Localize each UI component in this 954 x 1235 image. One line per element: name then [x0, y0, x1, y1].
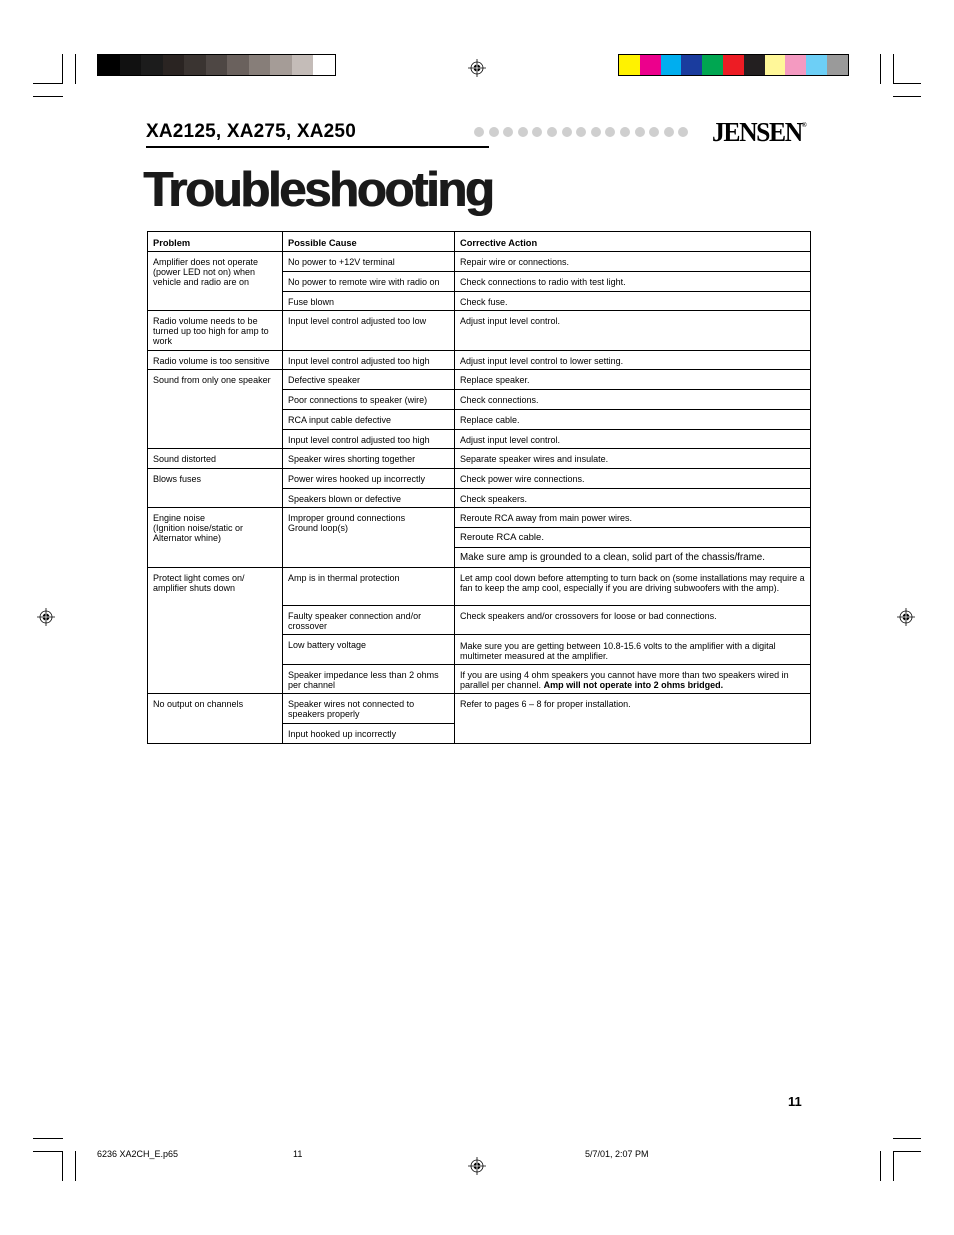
cause-line: Ground loop(s) [288, 523, 349, 533]
action-text: If you are using 4 ohm speakers you cannot have more than two speakers wired in parallel per channel. [460, 670, 789, 690]
cause-line: Improper ground connections [288, 513, 406, 523]
action-cell: Make sure you are getting between 10.8-15.6 volts to the amplifier with a digital multimeter measured at the amplifier. [455, 635, 811, 665]
cause-cell: Low battery voltage [283, 635, 455, 665]
registration-mark-icon [37, 608, 55, 626]
brand-logo: JENSEN® [712, 117, 807, 147]
table-row [148, 469, 811, 489]
table-row [148, 252, 811, 272]
table-row [148, 508, 811, 528]
problem-line: Alternator whine) [153, 533, 222, 543]
problem-line: (Ignition noise/static or [153, 523, 244, 533]
color-swatch [827, 55, 848, 75]
action-cell [455, 665, 811, 694]
footer-timestamp: 5/7/01, 2:07 PM [585, 1149, 649, 1159]
action-cell: Check speakers. [455, 489, 811, 508]
registration-mark-icon [897, 608, 915, 626]
color-swatch [806, 55, 827, 75]
cause-cell: Input level control adjusted too low [283, 311, 455, 351]
cause-cell: Speaker wires shorting together [283, 449, 455, 469]
action-cell: Check connections to radio with test light. [455, 272, 811, 292]
model-title: XA2125, XA275, XA250 [146, 121, 356, 142]
troubleshooting-table [147, 231, 811, 744]
gray-swatch [184, 55, 206, 75]
table-row [148, 370, 811, 390]
color-swatch [744, 55, 765, 75]
gray-swatch [292, 55, 314, 75]
cause-cell: Speakers blown or defective [283, 489, 455, 508]
dot-divider [474, 127, 688, 137]
problem-cell: No output on channels [148, 694, 283, 744]
color-swatch [681, 55, 702, 75]
problem-cell: Amplifier does not operate (power LED not on) when vehicle and radio are on [148, 252, 283, 311]
cause-cell: Power wires hooked up incorrectly [283, 469, 455, 489]
action-warning: Amp will not operate into 2 ohms bridged. [543, 680, 724, 690]
gray-swatch [141, 55, 163, 75]
cause-cell: Input level control adjusted too high [283, 351, 455, 370]
color-swatch [661, 55, 682, 75]
column-header: Corrective Action [455, 232, 811, 252]
gray-swatch [227, 55, 249, 75]
color-swatch [619, 55, 640, 75]
gray-swatch [270, 55, 292, 75]
gray-swatch [120, 55, 142, 75]
gray-swatch [206, 55, 228, 75]
action-cell: Replace speaker. [455, 370, 811, 390]
action-cell: Check speakers and/or crossovers for loose or bad connections. [455, 606, 811, 635]
cause-cell: No power to +12V terminal [283, 252, 455, 272]
grayscale-color-bar [97, 54, 336, 76]
page-number: 11 [788, 1094, 802, 1109]
problem-cell: Blows fuses [148, 469, 283, 508]
gray-swatch [98, 55, 120, 75]
table-row [148, 311, 811, 351]
action-cell: Adjust input level control. [455, 311, 811, 351]
action-cell: Reroute RCA away from main power wires. [455, 508, 811, 528]
cause-cell: Amp is in thermal protection [283, 568, 455, 606]
gray-swatch [249, 55, 271, 75]
action-cell: Adjust input level control to lower setting. [455, 351, 811, 370]
cause-cell: Fuse blown [283, 292, 455, 311]
gray-swatch [163, 55, 185, 75]
page-title: Troubleshooting [143, 163, 493, 217]
action-cell: Check connections. [455, 390, 811, 410]
table-row [148, 568, 811, 606]
cause-cell: Defective speaker [283, 370, 455, 390]
color-swatch [785, 55, 806, 75]
cause-cell: Poor connections to speaker (wire) [283, 390, 455, 410]
problem-line: Engine noise [153, 513, 206, 523]
process-color-bar [618, 54, 849, 76]
table-row [148, 449, 811, 469]
footer-file-page: 11 [293, 1149, 303, 1159]
action-cell: Check fuse. [455, 292, 811, 311]
gray-swatch [313, 55, 335, 75]
cause-cell: Speaker wires not connected to speakers properly [283, 694, 455, 724]
action-cell: Replace cable. [455, 410, 811, 430]
cause-cell: No power to remote wire with radio on [283, 272, 455, 292]
cause-cell: Speaker impedance less than 2 ohms per channel [283, 665, 455, 694]
problem-cell: Sound from only one speaker [148, 370, 283, 449]
action-cell: Let amp cool down before attempting to turn back on (some installations may require a fan to keep the amp cool, especially if you are driving subwoofers with the amp). [455, 568, 811, 606]
cause-cell: Input hooked up incorrectly [283, 724, 455, 744]
problem-cell: Radio volume is too sensitive [148, 351, 283, 370]
action-cell: Refer to pages 6 – 8 for proper installation. [455, 694, 811, 744]
problem-cell: Sound distorted [148, 449, 283, 469]
action-cell: Separate speaker wires and insulate. [455, 449, 811, 469]
registration-mark-icon [468, 59, 486, 77]
problem-cell: Protect light comes on/ amplifier shuts down [148, 568, 283, 694]
cause-cell: Input level control adjusted too high [283, 430, 455, 449]
action-cell: Check power wire connections. [455, 469, 811, 489]
problem-cell [148, 508, 283, 568]
registration-mark-icon [468, 1157, 486, 1175]
action-cell: Reroute RCA cable. [455, 528, 811, 548]
table-row [148, 694, 811, 724]
cause-cell: RCA input cable defective [283, 410, 455, 430]
color-swatch [723, 55, 744, 75]
table-row [148, 351, 811, 370]
cause-cell: Faulty speaker connection and/or crossover [283, 606, 455, 635]
action-cell: Make sure amp is grounded to a clean, solid part of the chassis/frame. [455, 548, 811, 568]
color-swatch [640, 55, 661, 75]
problem-cell: Radio volume needs to be turned up too high for amp to work [148, 311, 283, 351]
cause-cell [283, 508, 455, 568]
color-swatch [765, 55, 786, 75]
column-header: Possible Cause [283, 232, 455, 252]
footer-file-name: 6236 XA2CH_E.p65 [97, 1149, 179, 1159]
color-swatch [702, 55, 723, 75]
column-header: Problem [148, 232, 283, 252]
title-underline [146, 146, 489, 148]
table-header-row [148, 232, 811, 252]
action-cell: Adjust input level control. [455, 430, 811, 449]
action-cell: Repair wire or connections. [455, 252, 811, 272]
